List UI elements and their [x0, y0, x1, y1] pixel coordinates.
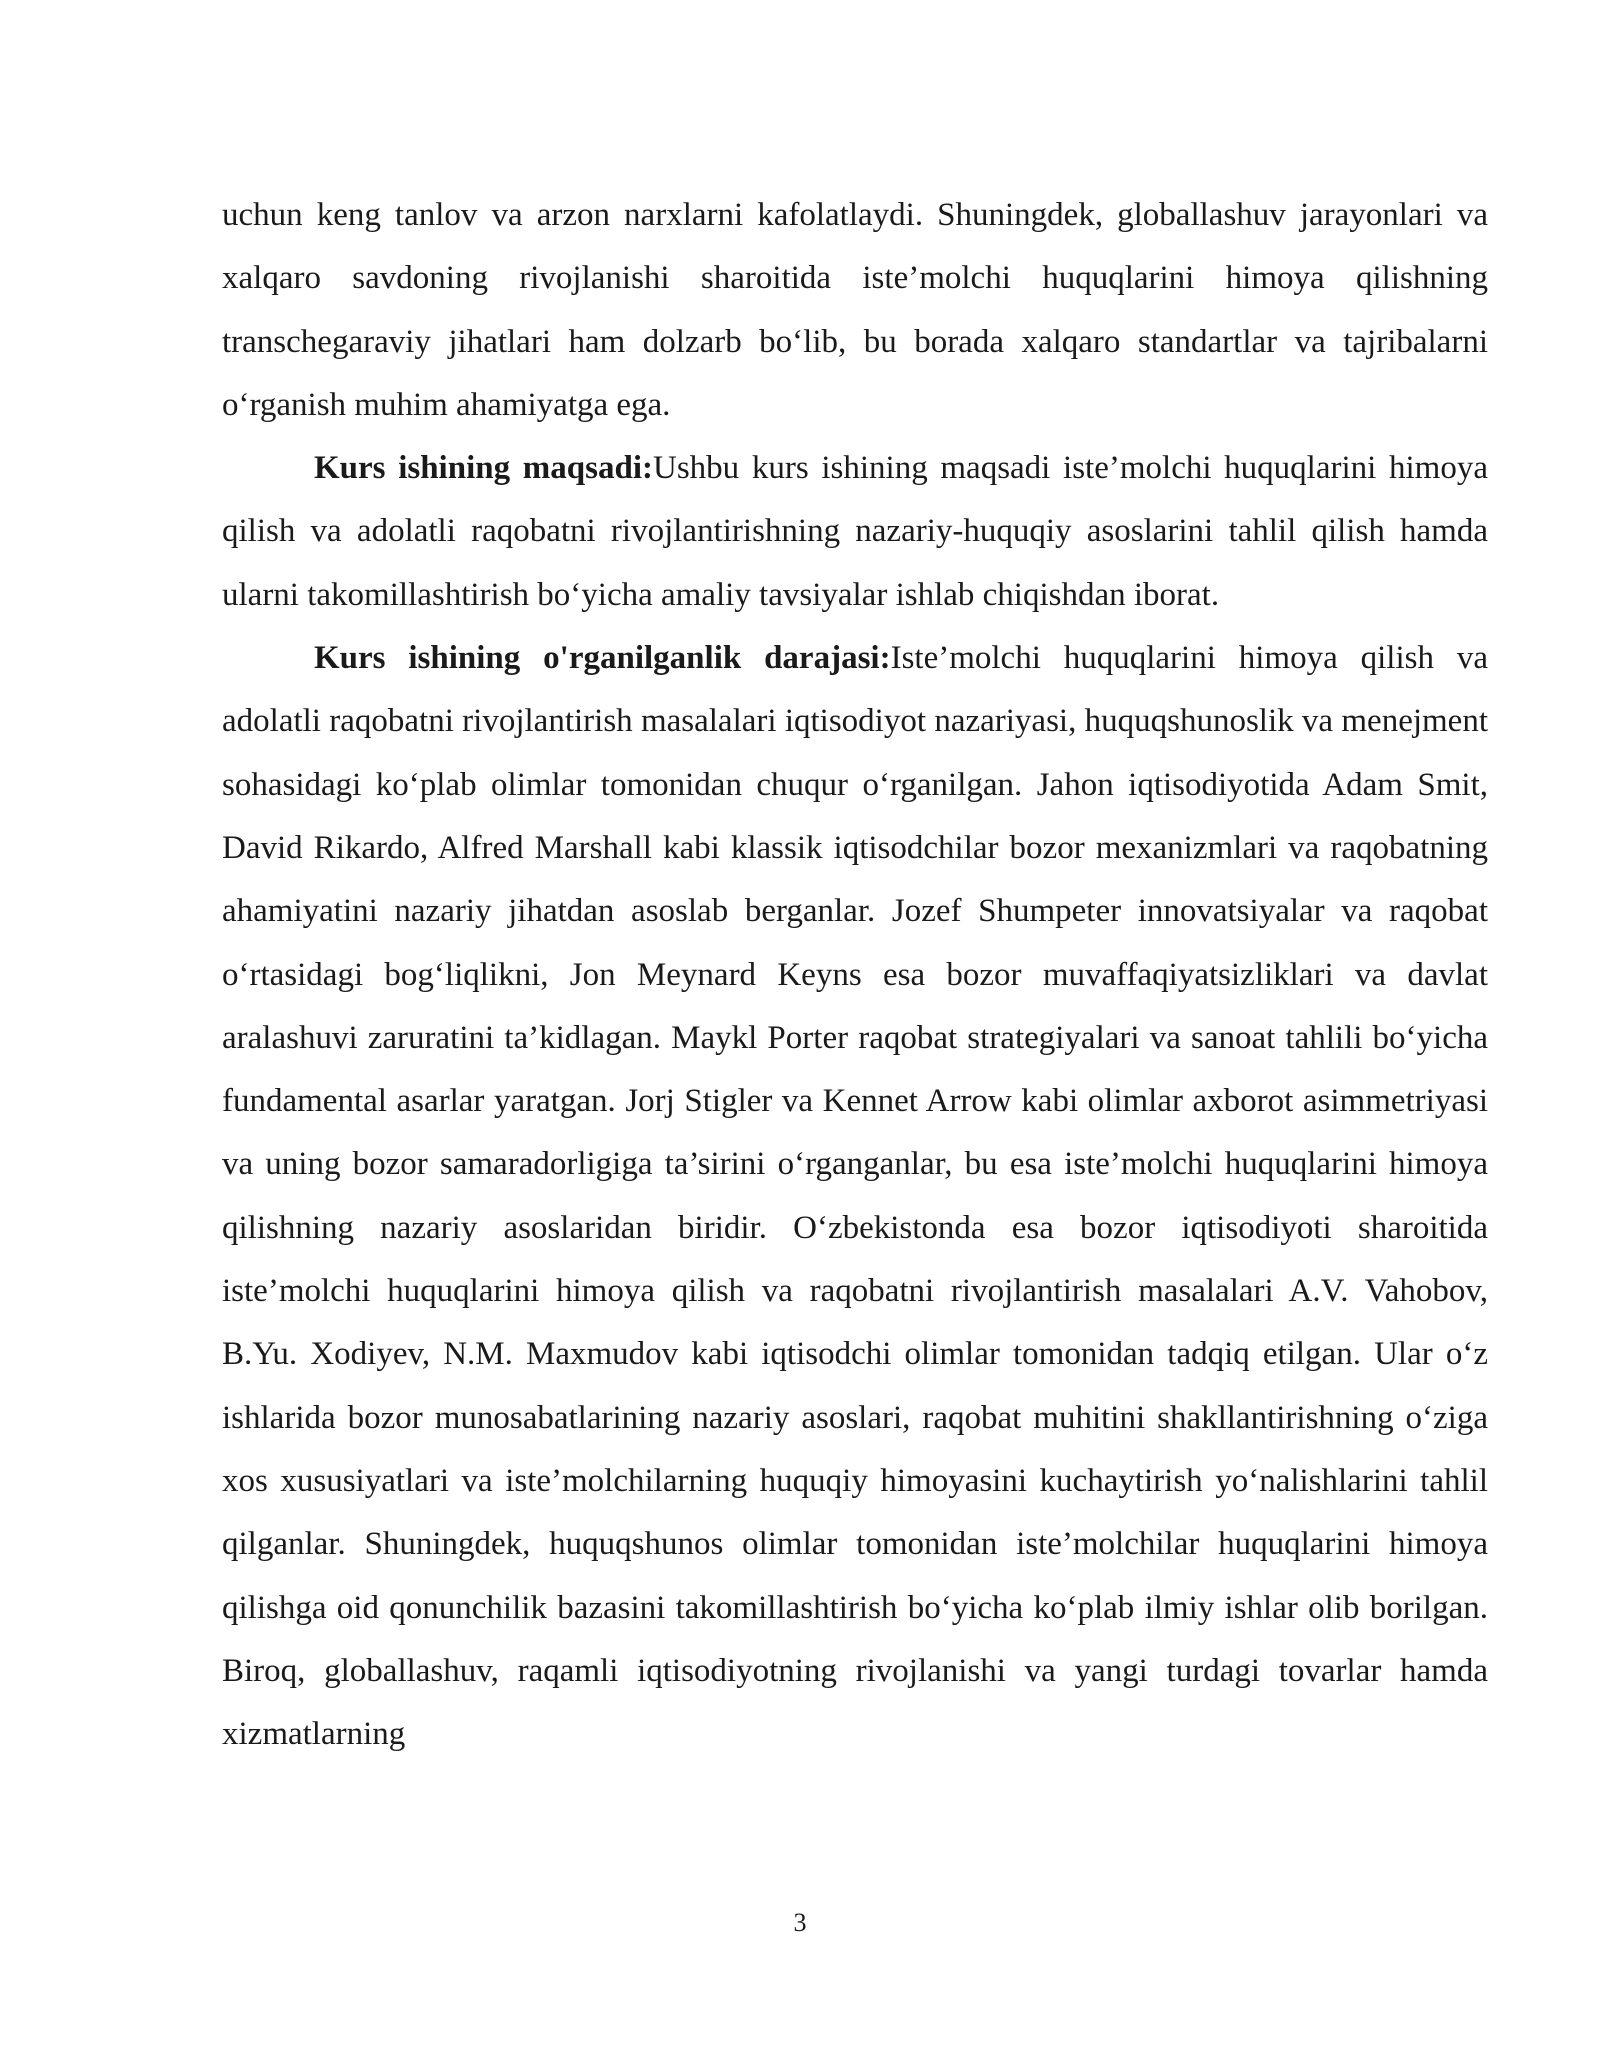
page-number: 3 — [793, 1908, 807, 1937]
paragraph-text: Ushbu kurs ishining maqsadi iste’molchi huquqlarini himoya qilish va adolatli raqobatni rivojlantirishning nazariy-huquqiy asoslarini tahlil qilish hamda ularni takomillashtirish bo‘yicha amaliy tavsiyalar ishlab chiqishdan iborat. — [222, 450, 1488, 613]
paragraph-study-level — [222, 627, 1488, 1766]
paragraph-course-goal — [222, 437, 1488, 627]
paragraph-heading: Kurs ishining o'rganilganlik darajasi: — [314, 640, 891, 677]
paragraph-intro-continuation — [222, 184, 1488, 437]
paragraph-text: uchun keng tanlov va arzon narxlarni kafolatlaydi. Shuningdek, globallashuv jarayonlari va xalqaro savdoning rivojlanishi sharoitida iste’molchi huquqlarini himoya qilishning transchegaraviy jihatlari ham dolzarb bo‘lib, bu borada xalqaro standartlar va tajribalarni o‘rganish muhim ahamiyatga ega. — [222, 197, 1488, 423]
paragraph-heading: Kurs ishining maqsadi: — [314, 450, 653, 487]
document-body — [222, 184, 1488, 1766]
paragraph-text: Iste’molchi huquqlarini himoya qilish va adolatli raqobatni rivojlantirish masalalari iqtisodiyot nazariyasi, huquqshunoslik va menejment sohasidagi ko‘plab olimlar tomonidan chuqur o‘rganilgan. Jahon iqtisodiyotida Adam Smit, David Rikardo, Alfred Marshall kabi klassik iqtisodchilar bozor mexanizmlari va raqobatning ahamiyatini nazariy jihatdan asoslab berganlar. Jozef Shumpeter innovatsiyalar va raqobat o‘rtasidagi bog‘liqlikni, Jon Meynard Keyns esa bozor muvaffaqiyatsizliklari va davlat aralashuvi zaruratini ta’kidlagan. Maykl Porter raqobat strategiyalari va sanoat tahlili bo‘yicha fundamental asarlar yaratgan. Jorj Stigler va Kennet Arrow kabi olimlar axborot asimmetriyasi va uning bozor samaradorligiga ta’sirini o‘rganganlar, bu esa iste’molchi huquqlarini himoya qilishning nazariy asoslaridan biridir. O‘zbekistonda esa bozor iqtisodiyoti sharoitida iste’molchi huquqlarini himoya qilish va raqobatni rivojlantirish masalalari A.V. Vahobov, B.Yu. Xodiyev, N.M. Maxmudov kabi iqtisodchi olimlar tomonidan tadqiq etilgan. Ular o‘z ishlarida bozor munosabatlarining nazariy asoslari, raqobat muhitini shakllantirishning o‘ziga xos xususiyatlari va iste’molchilarning huquqiy himoyasini kuchaytirish yo‘nalishlarini tahlil qilganlar. Shuningdek, huquqshunos olimlar tomonidan iste’molchilar huquqlarini himoya qilishga oid qonunchilik bazasini takomillashtirish bo‘yicha ko‘plab ilmiy ishlar olib borilgan. Biroq, globallashuv, raqamli iqtisodiyotning rivojlanishi va yangi turdagi tovarlar hamda xizmatlarning — [222, 640, 1488, 1753]
